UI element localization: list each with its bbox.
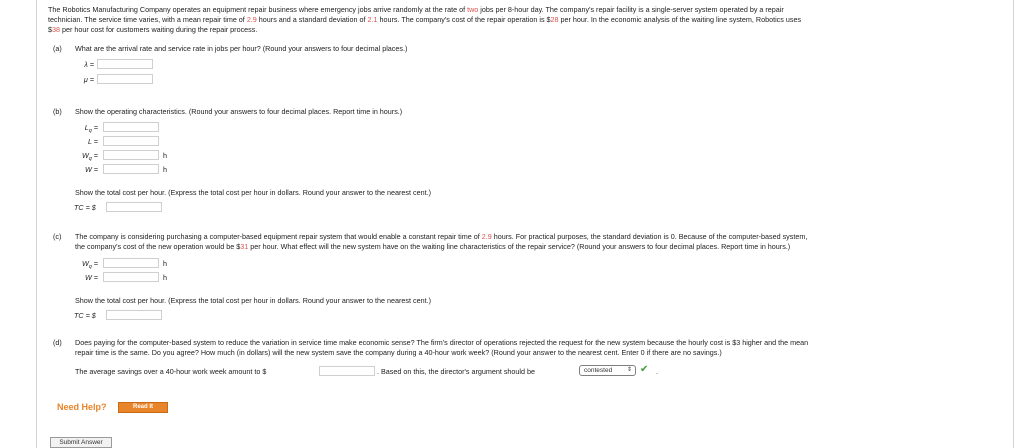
part-c-line-1: The company is considering purchasing a computer-based equipment repair system that would enable a constant repair time of 2.9 hours. For practical purposes, the standard deviation is 0. Because of the computer-based system, xyxy=(75,232,808,241)
part-b-question: Show the operating characteristics. (Round your answers to four decimal places. Report time in hours.) xyxy=(75,107,403,116)
lambda-label: λ = xyxy=(84,60,94,69)
c-w-input[interactable] xyxy=(103,272,159,282)
part-d-line-2: repair time is the same. Do you agree? How much (in dollars) will the new system save the company during a 40-hour work week? (Round your answer to the nearest cent. Enter 0 if there are no savings.) xyxy=(75,348,722,357)
lq-label: $L_q$ = xyxy=(84,123,98,134)
submit-answer-button[interactable]: Submit Answer xyxy=(50,437,112,448)
savings-input[interactable] xyxy=(319,366,375,376)
lq-input[interactable] xyxy=(103,122,159,132)
wq-unit: h xyxy=(163,151,167,160)
w-input[interactable] xyxy=(103,164,159,174)
wq-label: $W_q$ = xyxy=(81,151,98,162)
part-d-tag: (d) xyxy=(53,338,62,347)
l-label: L = xyxy=(87,137,98,146)
intro-line-2: technician. The service time varies, with a mean repair time of 2.9 hours and a standard deviation of 2.1 hours. The company's cost of the repair operation is $28 per hour. In the economic analysis of the waiting line system, Robotics uses xyxy=(48,15,802,24)
w-unit: h xyxy=(163,165,167,174)
argument-select[interactable] xyxy=(579,365,636,376)
mu-label: μ = xyxy=(83,75,94,84)
need-help-label: Need Help? xyxy=(57,402,107,412)
intro-line-1: The Robotics Manufacturing Company operates an equipment repair business where emergency jobs arrive randomly at the rate of two jobs per 8-hour day. The company's repair facility is a single-server system operated by a repair xyxy=(48,5,784,14)
intro-line-3: $38 per hour cost for customers waiting during the repair process. xyxy=(48,25,258,34)
part-c-cost-prompt: Show the total cost per hour. (Express the total cost per hour in dollars. Round your answer to the nearest cent.) xyxy=(75,296,431,305)
part-c-line-2: the company's cost of the new operation would be $31 per hour. What effect will the new system have on the waiting line characteristics of the repair service? (Round your answers to four decimal places. Report time in hours.) xyxy=(75,242,791,251)
wq-input[interactable] xyxy=(103,150,159,160)
part-c-tc-input[interactable] xyxy=(106,310,162,320)
c-w-label: W = xyxy=(85,273,98,282)
c-wq-label: $W_q$ = xyxy=(81,259,98,270)
select-arrows-icon: ⇕ xyxy=(626,367,632,373)
checkmark-icon: ✔ xyxy=(640,364,649,375)
read-it-button[interactable]: Read It xyxy=(118,402,168,413)
part-b-tc-input[interactable] xyxy=(106,202,162,212)
question-frame xyxy=(36,0,1014,448)
lambda-input[interactable] xyxy=(97,59,153,69)
savings-prompt: The average savings over a 40-hour work week amount to $ xyxy=(75,367,267,376)
part-b-tag: (b) xyxy=(53,107,62,116)
c-wq-unit: h xyxy=(163,259,167,268)
part-d-line-1: Does paying for the computer-based system to reduce the variation in service time make economic sense? The firm's director of operations rejected the request for the new system because the hourly cost is $3 higher and the mean xyxy=(75,338,809,347)
l-input[interactable] xyxy=(103,136,159,146)
part-a-question: What are the arrival rate and service rate in jobs per hour? (Round your answers to four decimal places.) xyxy=(75,44,408,53)
argument-prompt: . Based on this, the director's argument should be xyxy=(377,367,535,376)
mu-input[interactable] xyxy=(97,74,153,84)
part-b-cost-prompt: Show the total cost per hour. (Express the total cost per hour in dollars. Round your answer to the nearest cent.) xyxy=(75,188,431,197)
w-label: W = xyxy=(85,165,98,174)
argument-trailing: . xyxy=(656,367,658,376)
part-a-tag: (a) xyxy=(53,44,62,53)
c-w-unit: h xyxy=(163,273,167,282)
part-c-tc-label: TC = $ xyxy=(74,311,96,320)
part-c-tag: (c) xyxy=(53,232,62,241)
part-b-tc-label: TC = $ xyxy=(74,203,96,212)
c-wq-input[interactable] xyxy=(103,258,159,268)
argument-select-value: contested xyxy=(584,367,613,374)
